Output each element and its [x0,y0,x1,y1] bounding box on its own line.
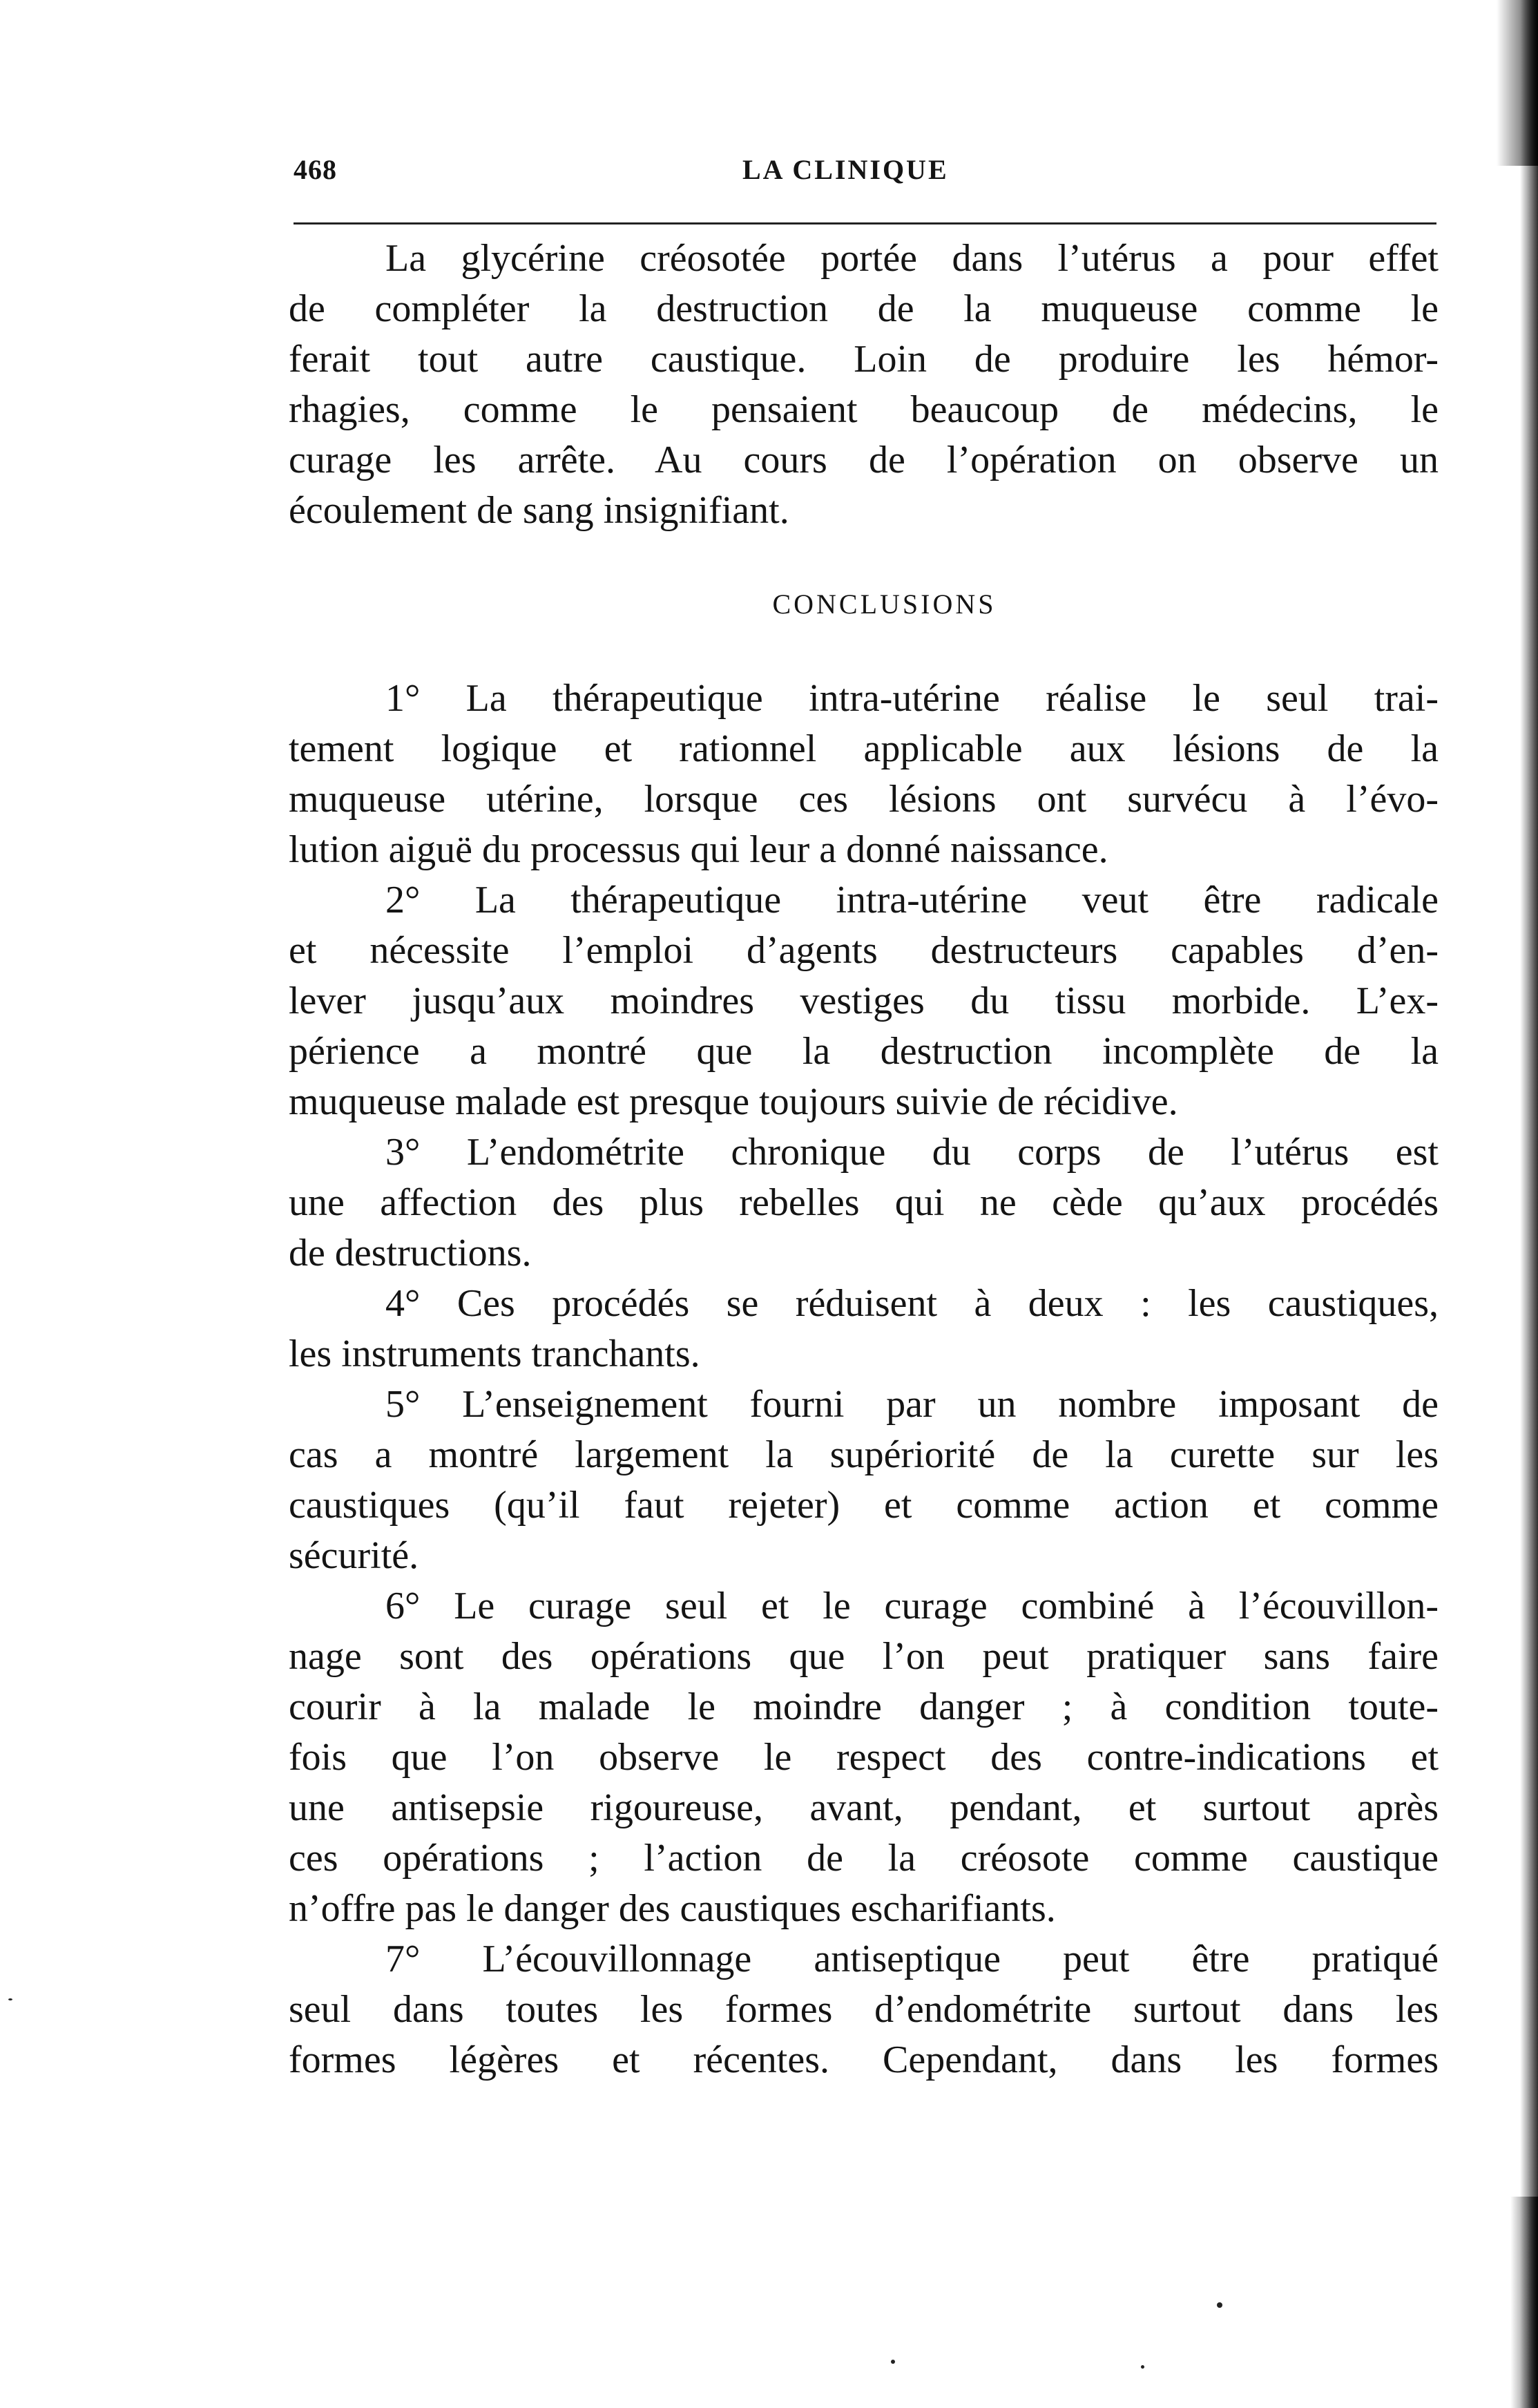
conclusion-7 [289,1934,1439,2085]
text-line: 4° Ces procédés se réduisent à deux : les caustiques, [385,1282,1439,1325]
text-line: tement logique et rationnel applicable aux lésions de la [289,727,1439,770]
text-line: rhagies, comme le pensaient beaucoup de médecins, le [289,388,1439,431]
text-line: 6° Le curage seul et le curage combiné à l’écouvillon- [385,1585,1439,1627]
text-line: et nécessite l’emploi d’agents destructeurs capables d’en- [289,929,1439,972]
text-line: de destructions. [289,1232,532,1274]
conclusion-5 [289,1379,1439,1581]
conclusion-2 [289,875,1439,1127]
text-line: périence a montré que la destruction incomplète de la [289,1030,1439,1073]
text-line: n’offre pas le danger des caustiques escharifiants. [289,1887,1056,1930]
text-line: courir à la malade le moindre danger ; à condition toute- [289,1685,1439,1728]
scan-shadow-edge [1520,0,1538,2408]
text-line: de compléter la destruction de la muqueuse comme le [289,287,1439,330]
conclusion-4 [289,1279,1439,1379]
text-line: cas a montré largement la supériorité de la curette sur les [289,1433,1439,1476]
conclusion-6 [289,1581,1439,1934]
intro-paragraph [289,233,1439,536]
text-line: curage les arrête. Au cours de l’opération on observe un [289,439,1439,481]
ink-speck [8,1998,12,2000]
ink-speck [1217,2302,1222,2308]
text-line: muqueuse malade est presque toujours suivie de récidive. [289,1080,1178,1123]
scan-shadow-bottom [1510,2197,1538,2408]
text-line: lever jusqu’aux moindres vestiges du tissu morbide. L’ex- [289,980,1439,1022]
text-line: ces opérations ; l’action de la créosote comme caustique [289,1837,1439,1880]
text-line: fois que l’on observe le respect des contre-indications et [289,1736,1439,1779]
page-header [294,153,1436,195]
text-line: 1° La thérapeutique intra-utérine réalise le seul trai- [385,677,1439,720]
page-number: 468 [294,154,337,185]
scan-shadow-top [1497,0,1538,166]
conclusion-3 [289,1127,1439,1279]
conclusion-1 [289,673,1439,875]
text-line: seul dans toutes les formes d’endométrite surtout dans les [289,1988,1439,2031]
text-line: caustiques (qu’il faut rejeter) et comme action et comme [289,1484,1439,1527]
text-line: 3° L’endométrite chronique du corps de l’utérus est [385,1131,1439,1174]
text-line: une antisepsie rigoureuse, avant, pendant, et surtout après [289,1786,1439,1829]
text-line: 7° L’écouvillonnage antiseptique peut être pratiqué [385,1938,1439,1980]
ink-speck [1141,2365,1144,2369]
text-line: 2° La thérapeutique intra-utérine veut être radicale [385,879,1439,921]
text-line: ferait tout autre caustique. Loin de produire les hémor- [289,338,1439,381]
header-rule [294,222,1436,224]
text-line: écoulement de sang insignifiant. [289,489,789,532]
text-line: les instruments tranchants. [289,1332,700,1375]
body-text [289,233,1439,2085]
text-line: sécurité. [289,1534,419,1577]
running-head: LA CLINIQUE [742,154,949,185]
text-line: lution aiguë du processus qui leur a donné naissance. [289,828,1108,871]
text-line: La glycérine créosotée portée dans l’utérus a pour effet [385,237,1439,280]
text-line: muqueuse utérine, lorsque ces lésions ont survécu à l’évo- [289,778,1439,821]
section-title: CONCLUSIONS [772,589,997,620]
text-line: 5° L’enseignement fourni par un nombre imposant de [385,1383,1439,1426]
text-line: nage sont des opérations que l’on peut pratiquer sans faire [289,1635,1439,1678]
text-line: une affection des plus rebelles qui ne cède qu’aux procédés [289,1181,1439,1224]
ink-speck [891,2360,895,2364]
text-line: formes légères et récentes. Cependant, dans les formes [289,2038,1439,2081]
